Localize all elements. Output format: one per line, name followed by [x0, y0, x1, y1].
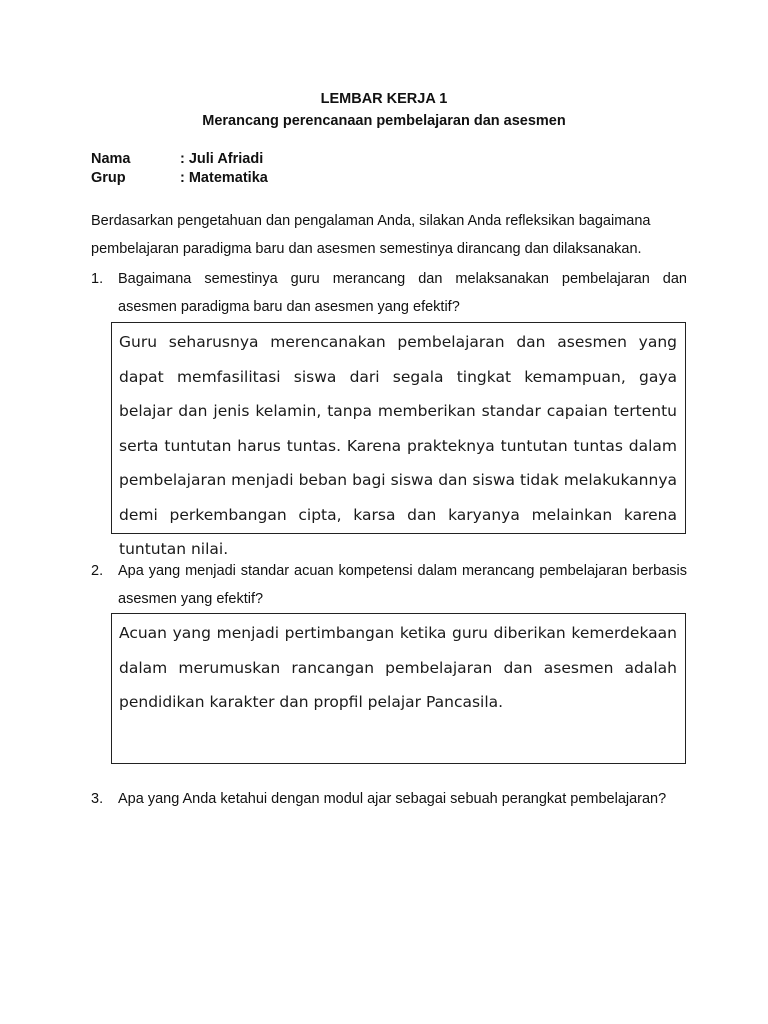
- question-2: [91, 557, 687, 613]
- question-2-number: 2.: [91, 563, 104, 579]
- page-title: LEMBAR KERJA 1: [320, 91, 448, 107]
- answer-1-box: Guru seharusnya merencanakan pembelajaran dan asesmen yang dapat memfasilitasi siswa dari segala tingkat kemampuan, gaya belajar dan jenis kelamin, tanpa memberikan standar capaian tertentu serta tuntutan harus tuntas. Karena prakteknya tuntutan tuntas dalam pembelajaran menjadi beban bagi siswa dan siswa tidak melakukannya demi perkembangan cipta, karsa dan karyanya melainkan karena tuntutan nilai.: [111, 322, 686, 534]
- question-3-text: Apa yang Anda ketahui dengan modul ajar sebagai sebuah perangkat pembelajaran?: [118, 791, 667, 807]
- question-3-number: 3.: [91, 791, 104, 807]
- page-subtitle: Merancang perencanaan pembelajaran dan asesmen: [202, 113, 566, 129]
- intro-paragraph: Berdasarkan pengetahuan dan pengalaman Anda, silakan Anda refleksikan bagaimana pembelajaran paradigma baru dan asesmen semestinya dirancang dan dilaksanakan.: [91, 213, 651, 257]
- group-row: [91, 170, 268, 186]
- answer-2-box: Acuan yang menjadi pertimbangan ketika guru diberikan kemerdekaan dalam merumuskan rancangan pembelajaran dan asesmen adalah pendidikan karakter dan propfil pelajar Pancasila.: [111, 613, 686, 764]
- question-1-number: 1.: [91, 271, 104, 287]
- question-1: [91, 265, 687, 321]
- name-row: [91, 151, 263, 167]
- question-2-text: Apa yang menjadi standar acuan kompetensi dalam merancang pembelajaran berbasis asesmen yang efektif?: [118, 563, 687, 607]
- group-label: Grup: [91, 170, 126, 186]
- name-value: : Juli Afriadi: [180, 151, 264, 167]
- question-3: [91, 785, 687, 813]
- name-label: Nama: [91, 151, 131, 167]
- question-1-text: Bagaimana semestinya guru merancang dan melaksanakan pembelajaran dan asesmen paradigma baru dan asesmen yang efektif?: [118, 271, 687, 315]
- group-value: : Matematika: [180, 170, 268, 186]
